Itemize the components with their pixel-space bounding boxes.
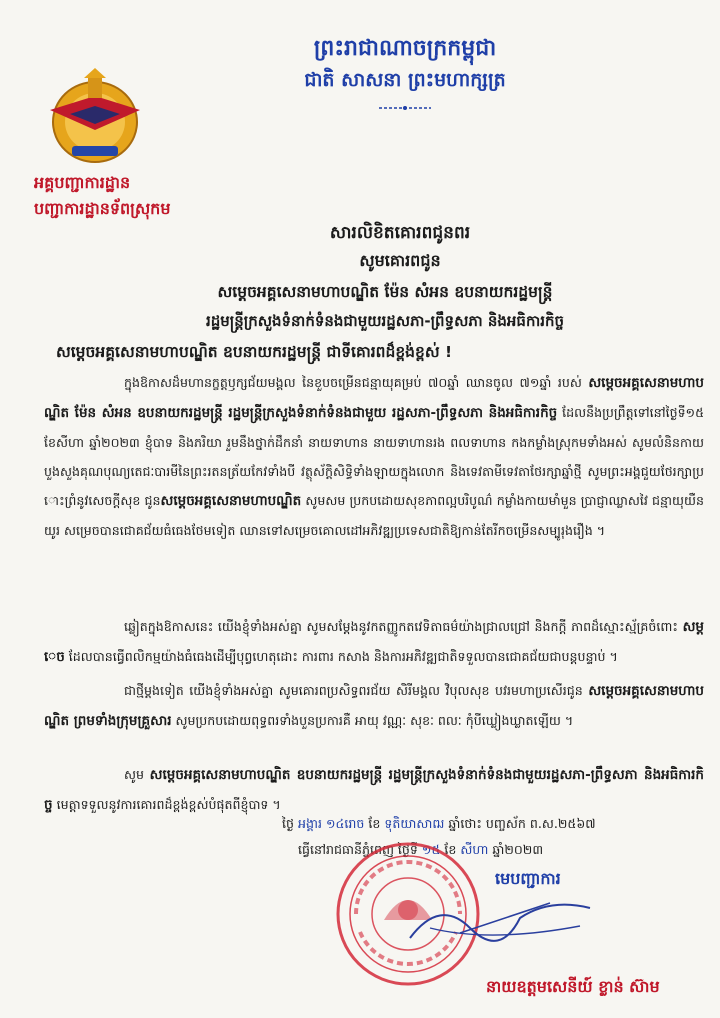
p1-name: សម្តេចអគ្គសេនាមហាបណ្ឌិត ម៉ែន សំអន ឧបនាយករដ្ឋមន្ត្រី រដ្ឋមន្ត្រីក្រសួងទំនាក់ទំនងជាមួយ រដ្ឋសភា-ព្រឹទ្ធសភា និងអធិការកិច្ច: [44, 375, 704, 421]
p3-text-a: ជាថ្មីម្តងទៀត យើងខ្ញុំទាំងអស់គ្នា សូមគោរពប្រសិទ្ធពរជ័យ សិរីមង្គល វិបុលសុខ បវរមហាប្រសើរជូន: [124, 683, 589, 698]
lunar-month: ទុតិយាសាឍ: [384, 816, 445, 831]
addressee-position: រដ្ឋមន្ត្រីក្រសួងទំនាក់ទំនងជាមួយរដ្ឋសភា-ព្រឹទ្ធសភា និងអធិការកិច្ច: [205, 312, 565, 330]
solar-prefix: ធ្វើនៅរាជធានីភ្នំពេញ ថ្ងៃទី: [298, 842, 422, 857]
signer-title: មេបញ្ជាការ: [495, 869, 561, 888]
lunar-mid: ខែ: [364, 816, 385, 831]
paragraph-3: [44, 676, 704, 766]
signer-name: នាយឧត្តមសេនីយ៍ ខ្លាន់ ស៊ាម: [486, 977, 660, 996]
respect-line: សូមគោរពជូន: [359, 251, 441, 270]
handwritten-signature: [400, 888, 600, 948]
lunar-suffix: ឆ្នាំថោះ បញ្ចស័ក ព.ស.២៥៦៧: [444, 816, 596, 831]
p3-text-b: សូមប្រកបដោយពុទ្ធពរទាំងបួនប្រការគឺ អាយុ វណ្ណៈ សុខៈ ពលៈ កុំបីឃ្លៀងឃ្លាតឡើយ ។: [171, 713, 574, 728]
ornament-divider: [375, 104, 435, 112]
organization-line-2: បញ្ជាការដ្ឋានទ័ពស្រុកម: [34, 199, 171, 218]
organization-line-1: អគ្គបញ្ជាការដ្ឋាន: [34, 173, 131, 192]
p3-name: សម្តេចអគ្គសេនាមហាបណ្ឌិត ព្រមទាំងក្រុមគ្រួសារ: [44, 683, 704, 729]
army-emblem-icon: [42, 66, 148, 170]
paragraph-1: [44, 368, 704, 608]
p1-name-2: សម្តេចអគ្គសេនាមហាបណ្ឌិត: [160, 493, 302, 509]
p1-rest: ដែលនឹងប្រព្រឹត្តទៅនៅថ្ងៃទី១៥ ខែសីហា ឆ្នាំ២០២៣ ខ្ញុំបាទ និងភរិយា រួមនឹងថ្នាក់ដឹកនាំ នាយទាហាន នាយទាហានរង ពលទាហាន កងកម្លាំងស្រុកមទាំងអស់ សូមលំនិនកាយ បួងសួងគុណបុណ្យតេជៈបារមីនៃព្រះរតនត្រ័យកែវទាំងបី វត្ថុស័ក្តិសិទ្ធិទាំងឡាយក្នុងលោក និងទេវតាមីទេវតាថែរក្សាឆ្នាំថ្មី សូមព្រះអង្គជួយថែរក្សាប្រោះព្រំនូវសេចក្តីសុខ ជូន: [44, 405, 704, 508]
p4-text-a: សូម: [124, 767, 150, 782]
solar-month: សីហា: [460, 842, 489, 857]
national-motto: ជាតិ សាសនា ព្រះមហាក្សត្រ: [304, 69, 506, 91]
p4-name: សម្តេចអគ្គសេនាមហាបណ្ឌិត ឧបនាយករដ្ឋមន្ត្រី រដ្ឋមន្ត្រីក្រសួងទំនាក់ទំនងជាមួយរដ្ឋសភា-ព្រឹទ្ធសភា និងអធិការកិច្ច: [44, 767, 704, 813]
solar-day: ១៥: [421, 842, 441, 857]
solar-mid: ខែ: [440, 842, 461, 857]
p4-text-b: មេត្តាទទួលនូវការគោរពដ៏ខ្ពង់ខ្ពស់បំផុតពីខ្ញុំបាទ ។: [52, 797, 281, 812]
paragraph-4: [44, 760, 704, 820]
p1-intro: ក្នុងឱកាសដ៏មហានក្ខត្តឫក្សជ័យមង្គល នៃខួបចម្រើនជន្មាយុគម្រប់ ៧០ឆ្នាំ ឈានចូល ៧១ឆ្នាំ របស់: [124, 375, 582, 390]
p2-text-b: ដែលបានធ្វើពលិកម្មយ៉ាងធំធេងដើម្បីបុព្វហេតុដោះ ការពារ កសាង និងការអភិវឌ្ឍជាតិទទួលបានជោគជ័យជាបន្តបន្ទាប់ ។: [64, 649, 618, 664]
p1-end: សូមសម ប្រកបដោយសុខភាពល្អបរិបូណ៌ កម្លាំងកាយមាំមួន ប្រាជ្ញាឈ្លាសវៃ ជន្មាយុយឺនយូរ សម្រេចបានជោគជ័យធំធេងថែមទៀត ឈានទៅសម្រេចគោលដៅអភិវឌ្ឍប្រទេសជាតិឱ្យកាន់តែរីកចម្រើនសម្បូរុងរឿង ។: [44, 493, 704, 538]
lunar-day: អង្គារ ១៤រោច: [298, 816, 365, 831]
p2-name: សម្តេច: [44, 619, 704, 665]
solar-suffix: ឆ្នាំ២០២៣: [488, 842, 544, 857]
lunar-prefix: ថ្ងៃ: [282, 816, 298, 831]
addressee-name: សម្តេចអគ្គសេនាមហាបណ្ឌិត ម៉ែន សំអន ឧបនាយករដ្ឋមន្ត្រី: [217, 283, 553, 301]
letter-title: សារលិខិតគោរពជូនពរ: [329, 223, 471, 243]
kingdom-heading: ព្រះរាជាណាចក្រកម្ពុជា: [313, 35, 497, 61]
lunar-date: [282, 816, 720, 835]
p2-text-a: ឆ្លៀតក្នុងឱកាសនេះ យើងខ្ញុំទាំងអស់គ្នា សូមសម្តែងនូវកតញ្ញូកតវេទិតាធម៌យ៉ាងជ្រាលជ្រៅ និងកក្តី ភាពដ៏ស្មោះស្ម័គ្រចំពោះ: [124, 619, 683, 634]
salutation: សម្តេចអគ្គសេនាមហាបណ្ឌិត ឧបនាយករដ្ឋមន្ត្រី ជាទីគោរពដ៏ខ្ពង់ខ្ពស់ !: [56, 343, 453, 361]
